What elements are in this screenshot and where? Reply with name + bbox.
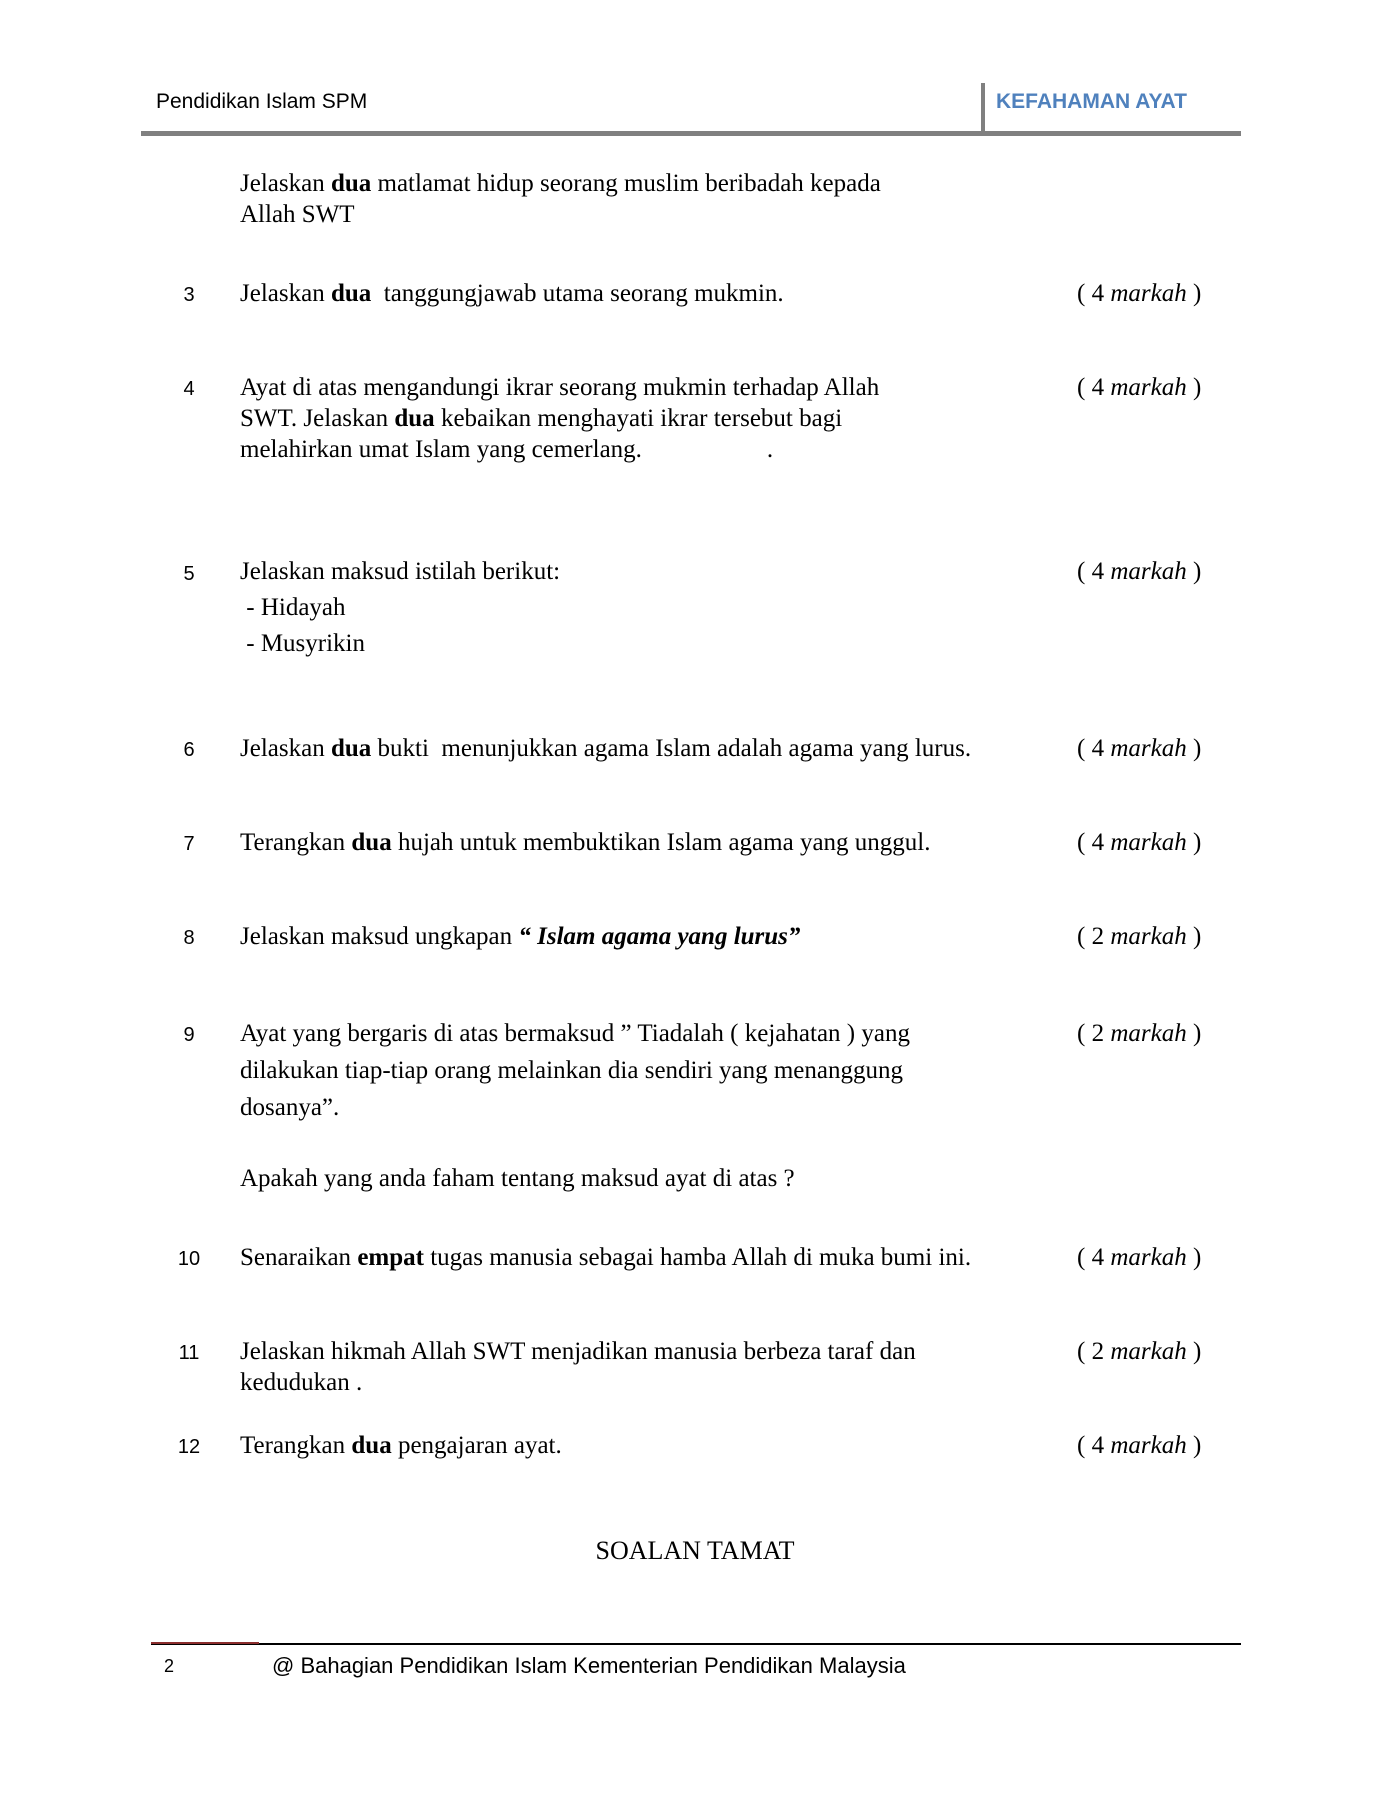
page-number: 2: [164, 1656, 175, 1676]
bold-text: dua: [351, 1432, 392, 1459]
marks: ( 4 markah ): [1077, 829, 1202, 856]
text: Jelaskan: [240, 280, 331, 307]
question-number: 5: [183, 563, 195, 585]
header-divider: [981, 83, 985, 133]
marks: ( 4 markah ): [1077, 1432, 1202, 1459]
question-number: 4: [183, 378, 195, 400]
question-number: 11: [178, 1342, 200, 1364]
bold-text: dua: [330, 170, 372, 197]
question-text: [240, 554, 1040, 662]
marks-value: 4: [1091, 829, 1105, 856]
bold-italic-text: “ Islam agama yang lurus”: [518, 923, 801, 950]
text: Terangkan: [240, 829, 352, 856]
question-text: [240, 168, 940, 230]
marks-label: markah: [1110, 1338, 1187, 1365]
header-section-title: KEFAHAMAN AYAT: [996, 90, 1187, 113]
question-number: 3: [183, 284, 195, 306]
marks: ( 2 markah ): [1077, 1338, 1202, 1365]
marks-label: markah: [1110, 374, 1187, 401]
marks-label: markah: [1110, 1020, 1187, 1047]
marks-value: 4: [1091, 735, 1105, 762]
question-text: [240, 1430, 1040, 1461]
footer-rule: [151, 1643, 1241, 1645]
text: tanggungjawab utama seorang mukmin.: [371, 280, 784, 307]
marks-value: 4: [1091, 1432, 1105, 1459]
question-number: 10: [177, 1248, 201, 1270]
bold-text: dua: [351, 829, 392, 856]
question-number: 8: [183, 927, 195, 949]
bold-text: dua: [330, 280, 372, 307]
question-number: 12: [177, 1436, 201, 1458]
marks: ( 2 markah ): [1077, 1020, 1202, 1047]
question-text: [240, 827, 1040, 858]
text: Jelaskan: [240, 170, 331, 197]
question-text: [240, 921, 1040, 952]
term-item: - Hidayah: [240, 594, 346, 621]
question-number: 6: [183, 739, 195, 761]
marks: ( 4 markah ): [1077, 374, 1202, 401]
text: Ayat di atas mengandungi ikrar seorang mukmin terhadap Allah SWT.: [240, 374, 886, 432]
question-text: [240, 1015, 970, 1197]
footer-accent-rule: [151, 1642, 259, 1644]
marks-value: 4: [1091, 280, 1105, 307]
marks-value: 2: [1091, 1020, 1105, 1047]
text: kebaikan menghayati ikrar tersebut bagi melahirkan umat Islam yang cemerlang. .: [240, 405, 849, 463]
question-text: [240, 372, 940, 465]
text: Jelaskan maksud istilah berikut:: [240, 558, 561, 585]
marks-value: 4: [1091, 558, 1105, 585]
footer-copyright: @ Bahagian Pendidikan Islam Kementerian Pendidikan Malaysia: [272, 1653, 906, 1678]
header-rule: [141, 131, 1241, 136]
text: Ayat yang bergaris di atas bermaksud ” Tiadalah ( kejahatan ) yang dilakukan tiap-tiap orang melainkan dia sendiri yang menanggung dosanya”.: [240, 1020, 910, 1121]
header-subject: Pendidikan Islam SPM: [156, 90, 368, 113]
text: Jelaskan maksud ungkapan: [240, 923, 519, 950]
text: matlamat hidup seorang muslim beribadah kepada Allah SWT: [240, 170, 881, 228]
text: Jelaskan: [303, 405, 395, 432]
text: Senaraikan: [240, 1244, 358, 1271]
marks: ( 2 markah ): [1077, 923, 1202, 950]
question-text: Jelaskan hikmah Allah SWT menjadikan manusia berbeza taraf dan kedudukan .: [240, 1338, 916, 1396]
marks-value: 4: [1091, 374, 1105, 401]
marks-label: markah: [1110, 1432, 1187, 1459]
bold-text: dua: [394, 405, 435, 432]
marks: ( 4 markah ): [1077, 1244, 1202, 1271]
marks-value: 4: [1091, 1244, 1105, 1271]
marks-label: markah: [1110, 735, 1187, 762]
text: tugas manusia sebagai hamba Allah di muka bumi ini.: [423, 1244, 972, 1271]
marks-value: 2: [1091, 923, 1105, 950]
question-text: [240, 278, 1040, 309]
bold-text: empat: [357, 1244, 424, 1271]
marks-label: markah: [1110, 280, 1187, 307]
marks: ( 4 markah ): [1077, 735, 1202, 762]
marks-label: markah: [1110, 1244, 1187, 1271]
text: Jelaskan: [240, 735, 331, 762]
text: Apakah yang anda faham tentang maksud ayat di atas ?: [240, 1165, 795, 1192]
marks-label: markah: [1110, 829, 1187, 856]
text: bukti menunjukkan agama Islam adalah agama yang lurus.: [371, 735, 972, 762]
question-number: 9: [183, 1024, 195, 1046]
text: pengajaran ayat.: [391, 1432, 562, 1459]
question-number: 7: [183, 833, 195, 855]
text: hujah untuk membuktikan Islam agama yang unggul.: [391, 829, 931, 856]
marks-label: markah: [1110, 923, 1187, 950]
text: Terangkan: [240, 1432, 352, 1459]
marks-label: markah: [1110, 558, 1187, 585]
end-of-questions: SOALAN TAMAT: [595, 1536, 795, 1565]
question-text: [240, 1242, 1040, 1273]
term-item: - Musyrikin: [240, 630, 365, 657]
marks: ( 4 markah ): [1077, 280, 1202, 307]
question-text: [240, 733, 1040, 764]
bold-text: dua: [330, 735, 372, 762]
marks: ( 4 markah ): [1077, 558, 1202, 585]
marks-value: 2: [1091, 1338, 1105, 1365]
